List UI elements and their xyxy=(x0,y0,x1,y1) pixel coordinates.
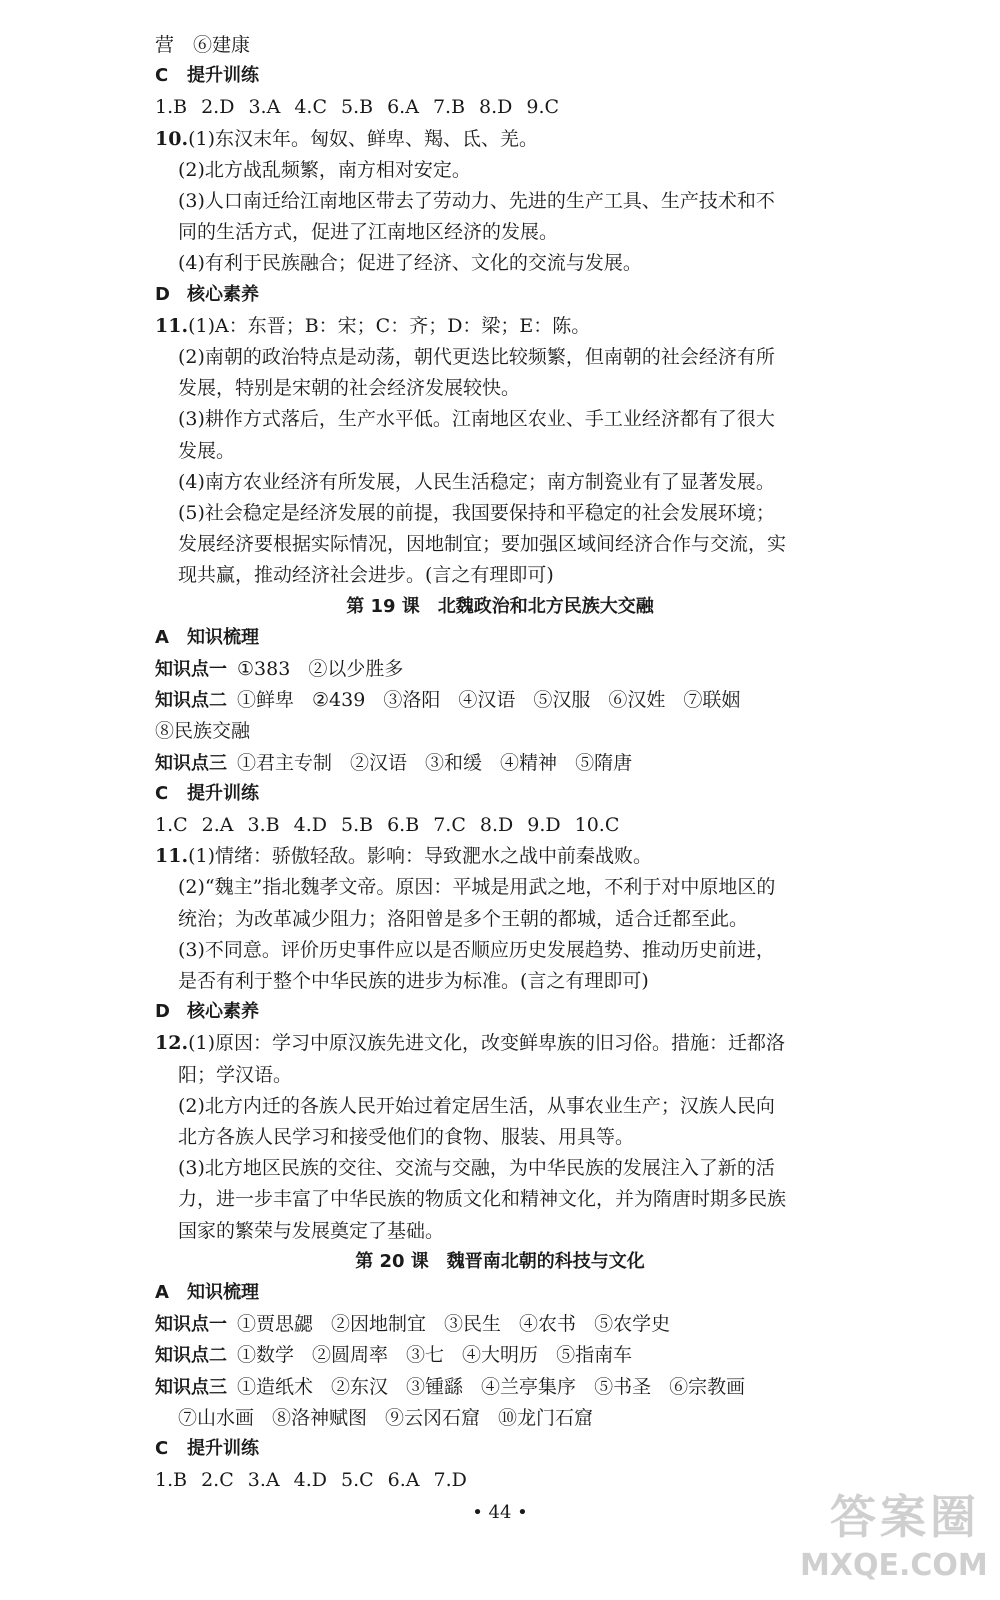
knowledge-point-answer: ①贾思勰 xyxy=(237,1313,314,1336)
text-line: 营 ⑥建康 xyxy=(155,34,251,56)
section-title: 提升训练 xyxy=(187,1438,259,1459)
knowledge-point-line xyxy=(155,1340,845,1371)
choice-answer: 1.C xyxy=(155,814,188,836)
watermark-logo xyxy=(800,1488,988,1596)
answer-subline: (2)北方内迁的各族人民开始过着定居生活，从事农业生产；汉族人民向 xyxy=(178,1094,775,1117)
knowledge-point-answer: ①数学 xyxy=(237,1344,295,1367)
knowledge-point-answer: ⑤汉服 xyxy=(533,689,591,712)
section-letter: A xyxy=(155,626,169,648)
answer-subline: (5)社会稳定是经济发展的前提，我国要保持和平稳定的社会发展环境； xyxy=(178,502,775,524)
choice-answer: 2.C xyxy=(201,1469,234,1492)
question-line xyxy=(155,1028,845,1058)
choice-answer: 2.A xyxy=(201,814,234,836)
choice-answer: 5.B xyxy=(341,814,374,836)
choice-answer: 8.D xyxy=(479,814,514,836)
section-letter: C xyxy=(155,1438,169,1459)
knowledge-point-answer: ③和缓 xyxy=(425,751,483,774)
knowledge-point-continuation xyxy=(178,1403,868,1433)
answer-subline: (2)北方战乱频繁，南方相对安定。 xyxy=(178,158,471,181)
knowledge-point-line xyxy=(155,654,845,685)
knowledge-point-answer: ⑦山水画 xyxy=(178,1406,255,1429)
section-letter: C xyxy=(155,65,169,87)
knowledge-point-answer: ④兰亭集序 xyxy=(481,1375,577,1398)
choice-answer: 1.B xyxy=(155,1469,188,1492)
knowledge-point-answer: ①鲜卑 xyxy=(237,689,295,712)
section-heading xyxy=(155,280,845,310)
watermark-top-text: 答案圈 xyxy=(830,1490,980,1544)
answer-subline: (3)人口南迁给江南地区带去了劳动力、先进的生产工具、生产技术和不 xyxy=(178,190,775,212)
choice-answer: 9.C xyxy=(526,96,560,119)
knowledge-point-answer: ⑦联姻 xyxy=(683,689,741,712)
answer-subline: 同的生活方式，促进了江南地区经济的发展。 xyxy=(178,221,559,244)
section-letter: D xyxy=(155,283,170,305)
answer-subline: 阳；学汉语。 xyxy=(178,1063,293,1086)
choice-answer: 4.D xyxy=(293,1469,327,1492)
question-text: (1)东汉末年。匈奴、鲜卑、羯、氐、羌。 xyxy=(188,127,538,150)
knowledge-point-answer: ②圆周率 xyxy=(312,1344,389,1367)
knowledge-point-label: 知识点三 xyxy=(155,752,227,774)
section-letter: D xyxy=(155,1001,170,1023)
question-text: (1)A：东晋；B：宋；C：齐；D：梁；E：陈。 xyxy=(188,314,591,337)
knowledge-point-answer: ⑥汉姓 xyxy=(608,689,666,712)
knowledge-point-label: 知识点一 xyxy=(155,659,227,680)
lesson-heading: 第 20 课 魏晋南北朝的科技与文化 xyxy=(355,1250,645,1272)
choice-answers xyxy=(155,1465,845,1495)
answer-subline: (4)有利于民族融合；促进了经济、文化的交流与发展。 xyxy=(178,252,642,275)
knowledge-point-answer: ⑥宗教画 xyxy=(669,1375,746,1398)
choice-answer: 6.A xyxy=(387,96,419,119)
choice-answer: 10.C xyxy=(574,814,620,836)
section-title: 核心素养 xyxy=(187,283,259,305)
choice-answer: 6.B xyxy=(387,814,420,836)
choice-answer: 9.D xyxy=(527,814,561,836)
knowledge-point-answer: ⑤书圣 xyxy=(594,1375,652,1398)
section-title: 知识梳理 xyxy=(187,626,259,648)
knowledge-point-answer: ④精神 xyxy=(500,751,558,774)
knowledge-point-answer: ④汉语 xyxy=(458,689,516,712)
watermark-bottom-text: MXQE.COM xyxy=(800,1548,988,1583)
choice-answer: 8.D xyxy=(479,96,513,119)
knowledge-point-answer: ⑤农学史 xyxy=(594,1313,671,1336)
choice-answer: 3.A xyxy=(248,96,281,119)
question-text: (1)情绪：骄傲轻敌。影响：导致淝水之战中前秦战败。 xyxy=(188,845,652,868)
question-number: 10. xyxy=(155,127,189,150)
knowledge-point-answer: ⑧洛神赋图 xyxy=(272,1406,368,1429)
text-line: ⑧民族交融 xyxy=(155,720,251,743)
question-line xyxy=(155,311,845,341)
section-letter: C xyxy=(155,782,169,804)
section-heading xyxy=(155,623,845,653)
answer-subline: (3)不同意。评价历史事件应以是否顺应历史发展趋势、推动历史前进， xyxy=(178,938,775,961)
section-title: 知识梳理 xyxy=(187,1282,259,1303)
knowledge-point-answer: ④大明历 xyxy=(462,1344,539,1367)
knowledge-point-line xyxy=(155,1309,845,1340)
knowledge-point-answer: ⑤指南车 xyxy=(556,1344,633,1367)
choice-answer: 4.C xyxy=(294,96,327,119)
answer-subline: (2)“魏主”指北魏孝文帝。原因：平城是用武之地，不利于对中原地区的 xyxy=(178,876,776,899)
choice-answer: 7.B xyxy=(432,96,466,119)
knowledge-point-answer: ⑤隋唐 xyxy=(575,751,633,774)
choice-answer: 7.D xyxy=(433,1469,467,1492)
knowledge-point-answer: ①君主专制 xyxy=(237,751,333,774)
choice-answer: 3.A xyxy=(247,1469,280,1492)
choice-answer: 6.A xyxy=(387,1469,420,1492)
answer-subline: (3)耕作方式落后，生产水平低。江南地区农业、手工业经济都有了很大 xyxy=(178,408,775,431)
choice-answers xyxy=(155,810,845,840)
answer-subline: 统治；为改革减少阻力；洛阳曾是多个王朝的都城，适合迁都至此。 xyxy=(178,907,749,930)
choice-answer: 1.B xyxy=(155,96,188,119)
answer-subline: 发展经济要根据实际情况，因地制宜；要加强区域间经济合作与交流，实 xyxy=(178,533,787,556)
knowledge-point-answer: ③锺繇 xyxy=(406,1375,464,1398)
section-letter: A xyxy=(155,1282,169,1303)
section-title: 提升训练 xyxy=(187,782,259,804)
knowledge-point-answer: ①383 xyxy=(237,658,291,680)
answer-subline: 发展，特别是宋朝的社会经济发展较快。 xyxy=(178,377,521,400)
choice-answer: 2.D xyxy=(201,96,235,119)
answer-subline: 发展。 xyxy=(178,439,236,462)
choice-answer: 5.C xyxy=(341,1469,374,1492)
choice-answer: 4.D xyxy=(293,814,327,836)
knowledge-point-line xyxy=(155,748,845,779)
section-title: 提升训练 xyxy=(187,65,259,87)
knowledge-point-label: 知识点三 xyxy=(155,1376,227,1398)
knowledge-point-label: 知识点一 xyxy=(155,1314,227,1336)
answer-subline: 力，进一步丰富了中华民族的物质文化和精神文化，并为隋唐时期多民族 xyxy=(178,1188,787,1211)
question-number: 11. xyxy=(155,845,189,868)
knowledge-point-answer: ①造纸术 xyxy=(237,1375,314,1398)
choice-answer: 3.B xyxy=(247,814,280,836)
section-heading xyxy=(155,61,845,91)
knowledge-point-line xyxy=(155,1372,845,1403)
question-number: 11. xyxy=(155,314,189,337)
answer-subline: (4)南方农业经济有所发展，人民生活稳定；南方制瓷业有了显著发展。 xyxy=(178,470,775,493)
knowledge-point-answer: ⑨云冈石窟 xyxy=(385,1406,481,1429)
knowledge-point-line xyxy=(155,685,845,716)
lesson-heading: 第 19 课 北魏政治和北方民族大交融 xyxy=(346,595,654,617)
knowledge-point-answer: ⑩龙门石窟 xyxy=(498,1406,594,1429)
knowledge-point-answer: ②以少胜多 xyxy=(308,658,404,680)
answer-subline: 北方各族人民学习和接受他们的食物、服装、用具等。 xyxy=(178,1126,635,1148)
answer-subline: (3)北方地区民族的交往、交流与交融，为中华民族的发展注入了新的活 xyxy=(178,1157,775,1180)
section-heading xyxy=(155,779,845,809)
question-line xyxy=(155,124,845,154)
section-heading xyxy=(155,1278,845,1308)
answer-subline: 国家的繁荣与发展奠定了基础。 xyxy=(178,1219,445,1242)
choice-answer: 5.B xyxy=(341,96,374,119)
choice-answer: 7.C xyxy=(433,814,466,836)
question-number: 12. xyxy=(155,1032,189,1055)
knowledge-point-label: 知识点二 xyxy=(155,1345,227,1367)
answer-subline: 是否有利于整个中华民族的进步为标准。(言之有理即可) xyxy=(178,970,649,992)
knowledge-point-answer: ③洛阳 xyxy=(383,689,441,712)
answer-subline: (2)南朝的政治特点是动荡，朝代更迭比较频繁，但南朝的社会经济有所 xyxy=(178,346,775,368)
question-text: (1)原因：学习中原汉族先进文化，改变鲜卑族的旧习俗。措施：迁都洛 xyxy=(188,1032,785,1055)
knowledge-point-answer: ③民生 xyxy=(444,1313,502,1336)
knowledge-point-answer: ②东汉 xyxy=(331,1375,389,1398)
knowledge-point-answer: ④农书 xyxy=(519,1313,577,1336)
section-title: 核心素养 xyxy=(187,1001,259,1023)
question-line xyxy=(155,841,845,871)
page-number: • 44 • xyxy=(472,1502,528,1523)
knowledge-point-answer: ②汉语 xyxy=(350,751,408,774)
knowledge-point-label: 知识点二 xyxy=(155,690,227,712)
knowledge-point-answer: ②因地制宜 xyxy=(331,1313,427,1336)
section-heading xyxy=(155,1434,845,1464)
answer-subline: 现共赢，推动经济社会进步。(言之有理即可) xyxy=(178,564,554,587)
choice-answers xyxy=(155,92,845,122)
knowledge-point-answer: ③七 xyxy=(406,1344,445,1367)
section-heading xyxy=(155,997,845,1027)
knowledge-point-answer: ②439 xyxy=(312,689,366,712)
